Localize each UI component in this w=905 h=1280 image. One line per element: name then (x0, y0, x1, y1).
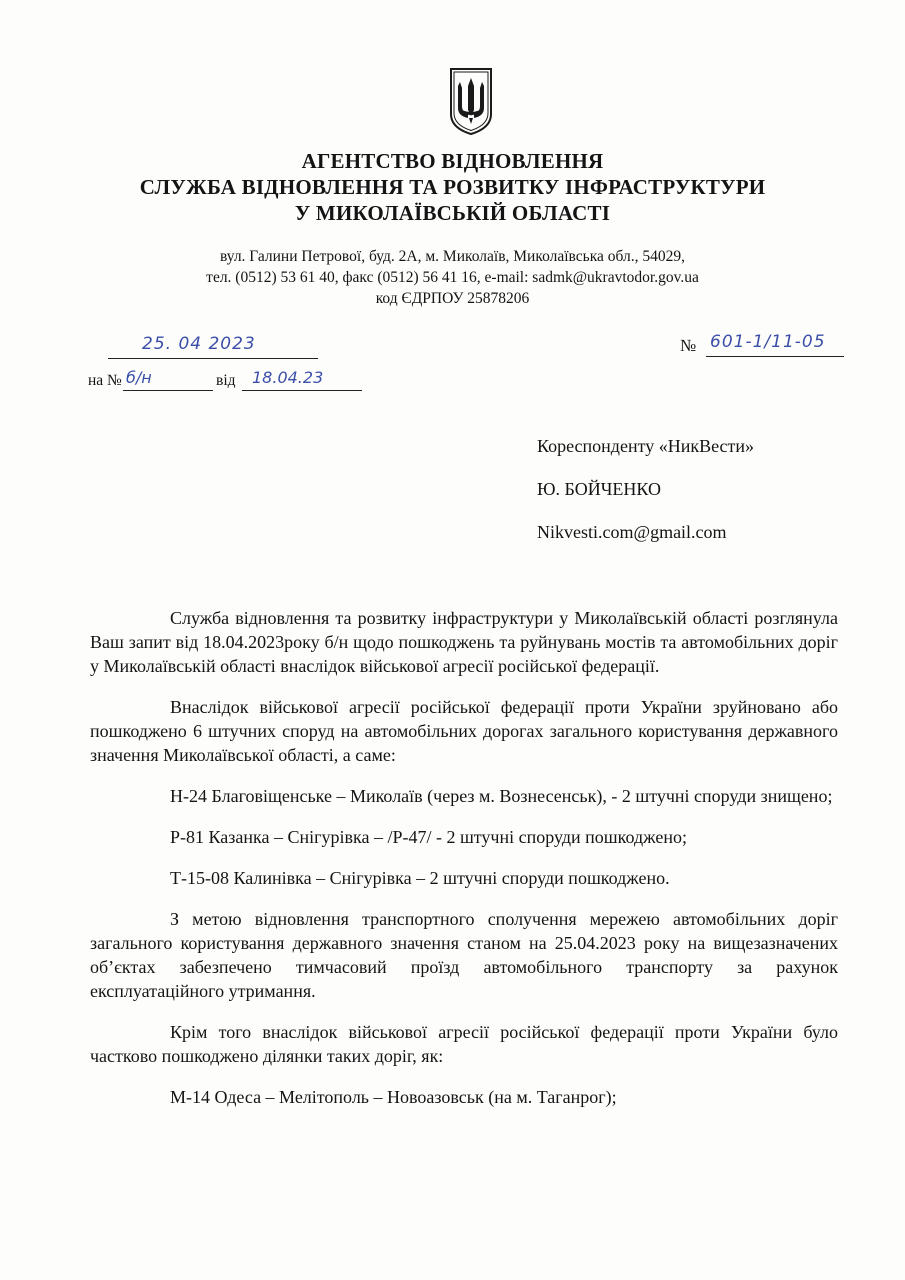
paragraph-5: Т-15-08 Калинівка – Снігурівка – 2 штучні споруди пошкоджено. (170, 868, 670, 888)
outgoing-number: 601-1/11-05 (710, 332, 826, 352)
outgoing-number-field (680, 334, 850, 358)
ref-label: на № (88, 372, 122, 389)
number-underline (706, 356, 844, 357)
paragraph-2: Внаслідок військової агресії російської федерації проти України зруйновано або пошкоджено 6 штучних споруд на автомобільних дорогах загального користування державного значення Миколаївської області, а саме: (90, 697, 838, 765)
agency-name: АГЕНТСТВО ВІДНОВЛЕННЯ (301, 149, 604, 173)
reference-field (88, 368, 368, 392)
ref-number-underline (123, 390, 213, 391)
region-name: У МИКОЛАЇВСЬКІЙ ОБЛАСТІ (294, 201, 611, 225)
recipient-block (537, 434, 754, 563)
outgoing-date-field (108, 336, 318, 359)
tryzub-coat-of-arms-icon (448, 66, 494, 136)
letterhead-title (0, 148, 905, 226)
recipient-role: Кореспонденту «НикВести» (537, 436, 755, 456)
edrpou-line: код ЄДРПОУ 25878206 (375, 290, 530, 307)
paragraph-8: М-14 Одеса – Мелітополь – Новоазовськ (на м. Таганрог); (170, 1087, 617, 1107)
number-label: № (680, 336, 697, 355)
paragraph-3: Н-24 Благовіщенське – Миколаїв (через м. Вознесенськ), - 2 штучні споруди знищено; (170, 786, 833, 806)
recipient-name: Ю. БОЙЧЕНКО (537, 479, 661, 499)
letter-body (90, 606, 838, 1126)
service-name: СЛУЖБА ВІДНОВЛЕННЯ ТА РОЗВИТКУ ІНФРАСТРУКТУРИ (139, 175, 766, 199)
ref-date: 18.04.23 (252, 368, 324, 387)
outgoing-date: 25. 04 2023 (142, 334, 256, 354)
ref-from-label: від (216, 372, 236, 389)
ref-date-underline (242, 390, 362, 391)
contacts-line: тел. (0512) 53 61 40, факс (0512) 56 41 16, e-mail: sadmk@ukravtodor.gov.ua (206, 269, 699, 286)
paragraph-1: Служба відновлення та розвитку інфраструктури у Миколаївській області розглянула Ваш запит від 18.04.2023року б/н щодо пошкоджень та руйнувань мостів та автомобільних доріг у Миколаївській області внаслідок військової агресії російської федерації. (90, 608, 838, 676)
recipient-email: Nikvesti.com@gmail.com (537, 522, 727, 542)
letterhead-address (0, 246, 905, 309)
address-line: вул. Галини Петрової, буд. 2А, м. Миколаїв, Миколаївська обл., 54029, (219, 248, 686, 265)
ref-number: б/н (126, 368, 152, 387)
paragraph-6: З метою відновлення транспортного сполучення мережею автомобільних доріг загального користування державного значення станом на 25.04.2023 року на вищезазначених об’єктах забезпечено тимчасовий проїзд автомобільного транспорту за рахунок експлуатаційного утримання. (90, 909, 838, 1001)
paragraph-4: Р-81 Казанка – Снігурівка – /Р-47/ - 2 штучні споруди пошкоджено; (170, 827, 687, 847)
paragraph-7: Крім того внаслідок військової агресії російської федерації проти України було частково пошкоджено ділянки таких доріг, як: (90, 1022, 838, 1066)
